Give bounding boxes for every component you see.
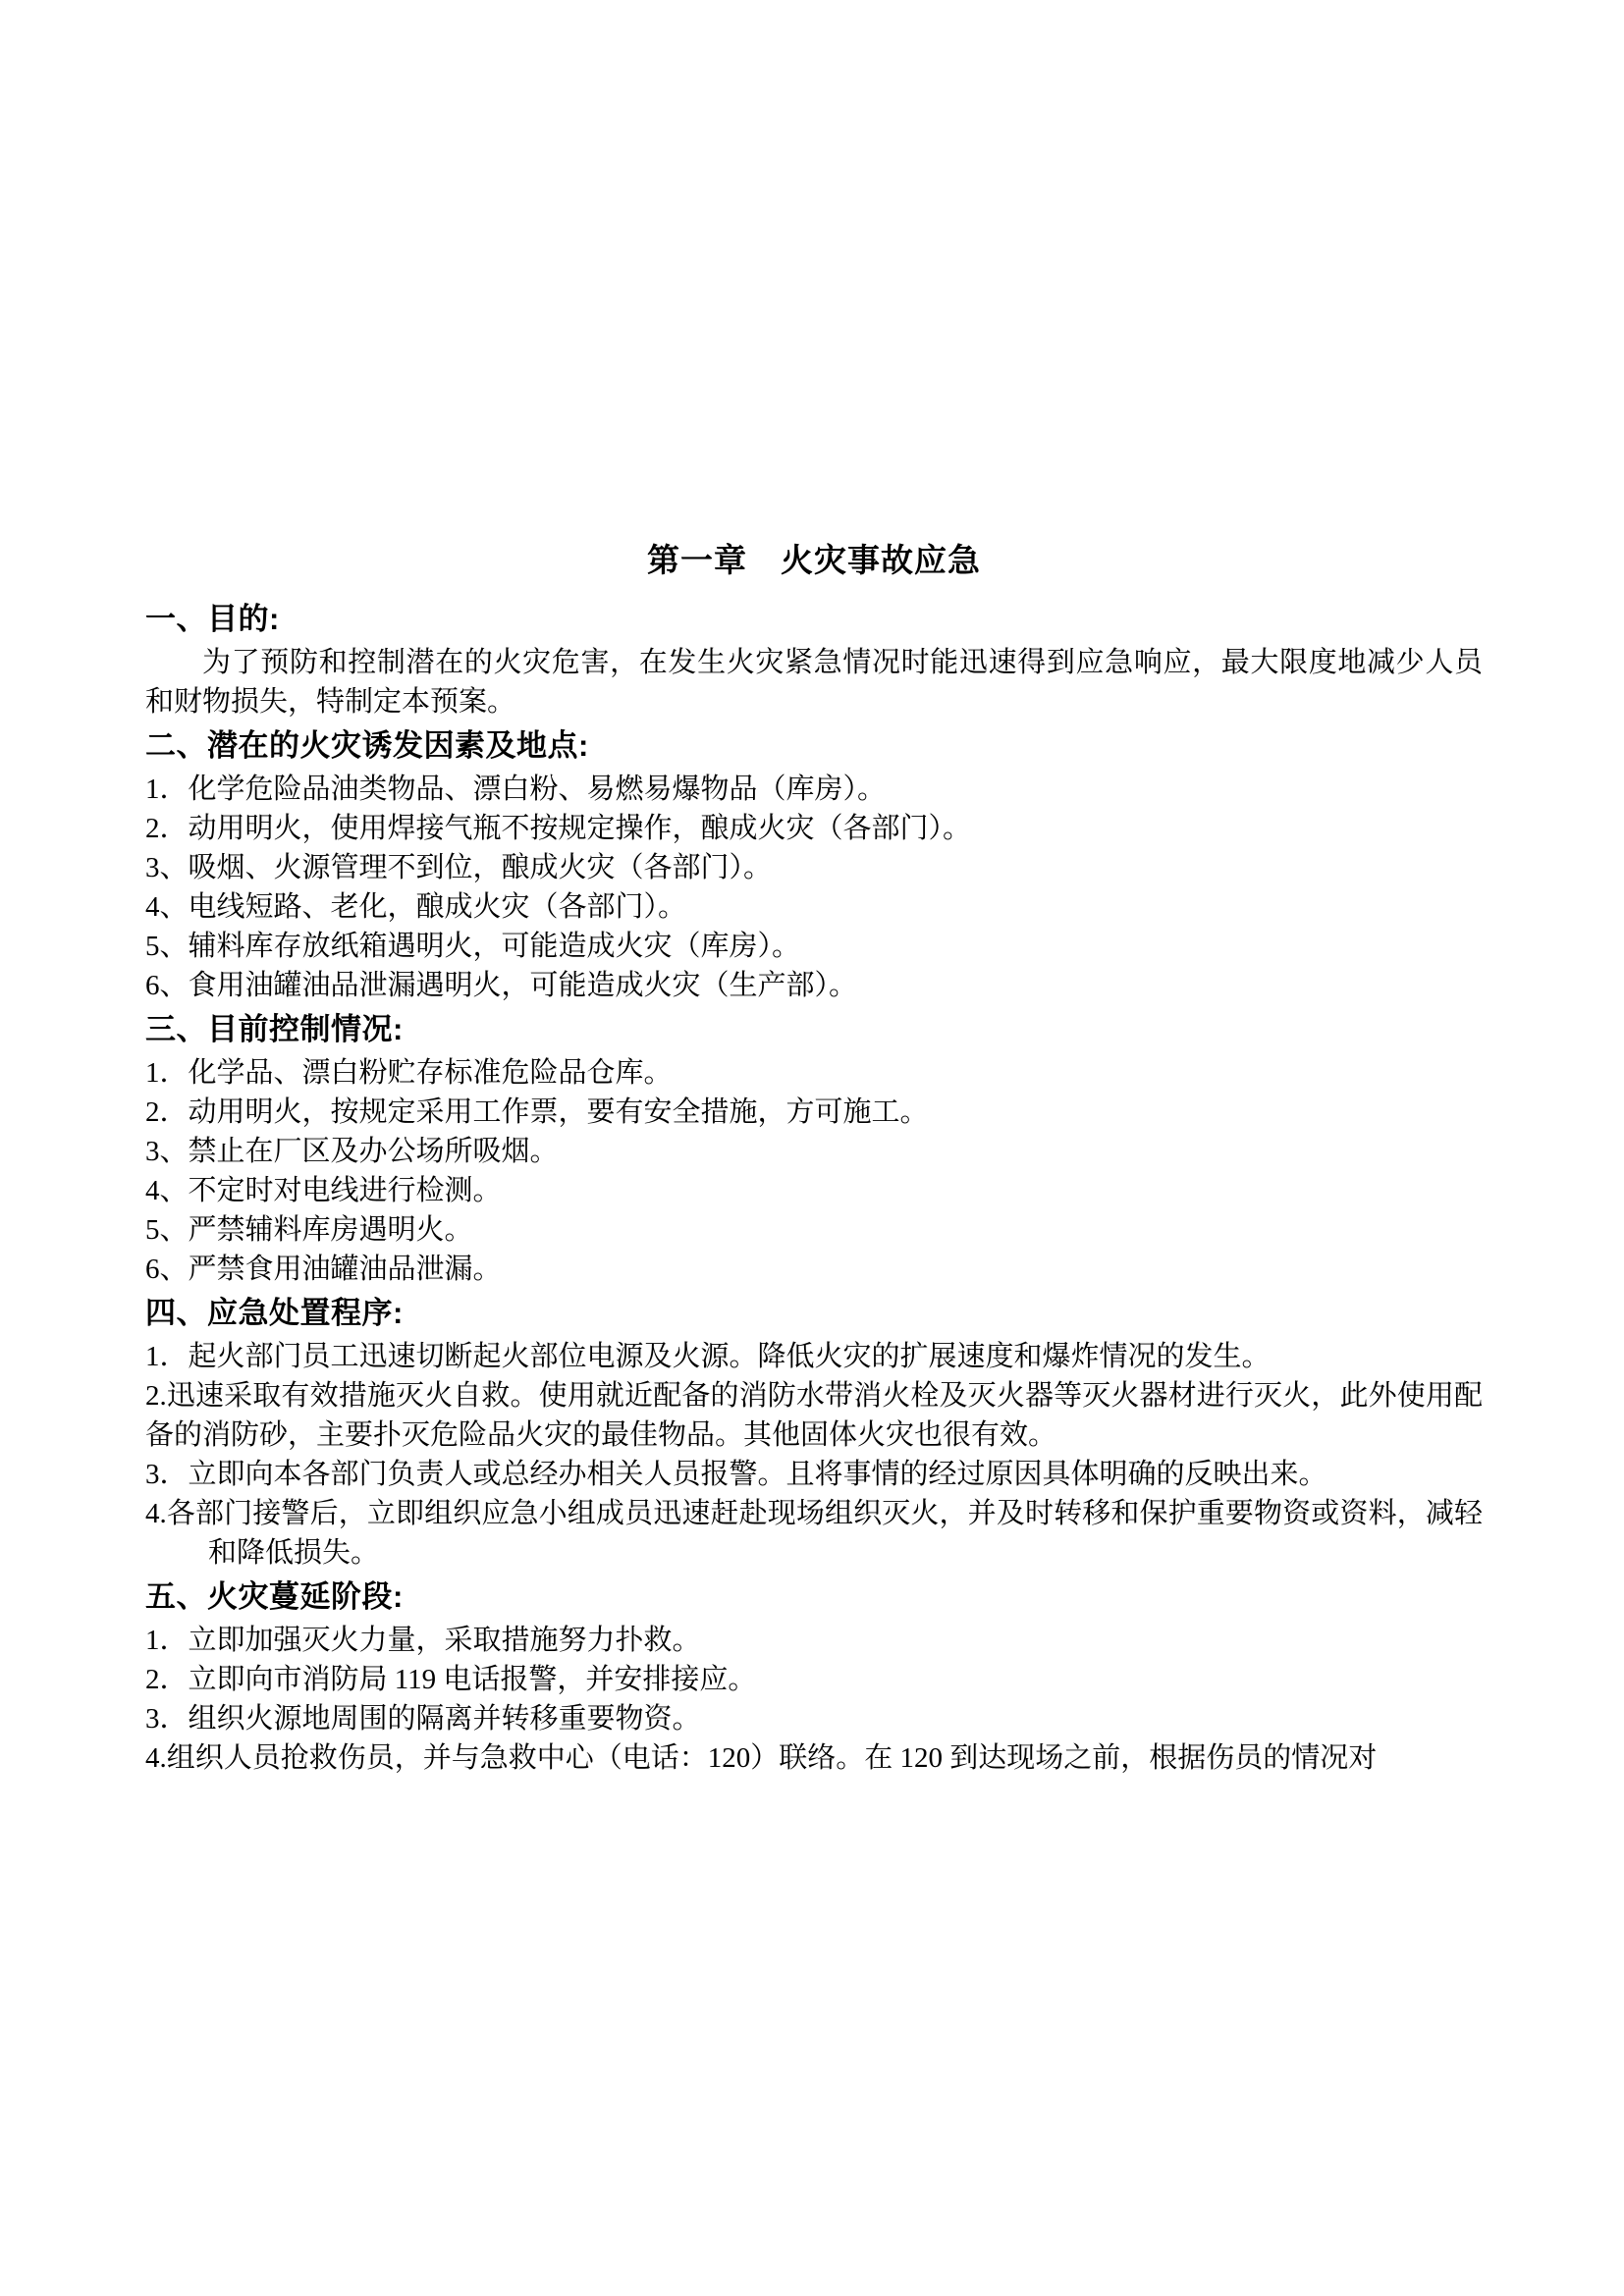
document-section <box>145 1007 1483 1289</box>
list-item: 1．立即加强灭火力量，采取措施努力扑救。 <box>145 1625 701 1656</box>
list-item: 4.各部门接警后，立即组织应急小组成员迅速赶赴现场组织灭火，并及时转移和保护重要物资或资料，减轻和降低损失。 <box>145 1498 1483 1569</box>
list-item: 4、电线短路、老化，酿成火灾（各部门）。 <box>145 891 687 923</box>
page-title: 第一章 火灾事故应急 <box>647 542 981 578</box>
section-items <box>145 1053 1483 1289</box>
list-item: 5、辅料库存放纸箱遇明火，可能造成火灾（库房）。 <box>145 931 801 962</box>
list-item: 4.组织人员抢救伤员，并与急救中心（电话：120）联络。在 120 到达现场之前，根据伤员的情况对 <box>145 1742 1378 1774</box>
list-item: 6、严禁食用油罐油品泄漏。 <box>145 1254 502 1285</box>
list-item: 3、吸烟、火源管理不到位，酿成火灾（各部门）。 <box>145 852 773 883</box>
section-items <box>145 1337 1483 1573</box>
section-heading: 四、应急处置程序: <box>145 1296 404 1330</box>
document-body <box>145 597 1483 1778</box>
list-item: 1．化学品、漂白粉贮存标准危险品仓库。 <box>145 1057 673 1089</box>
list-item: 2.迅速采取有效措施灭火自救。使用就近配备的消防水带消火栓及灭火器等灭火器材进行灭火，此外使用配备的消防砂，主要扑灭危险品火灾的最佳物品。其他固体火灾也很有效。 <box>145 1380 1483 1451</box>
list-item: 1．起火部门员工迅速切断起火部位电源及火源。降低火灾的扩展速度和爆炸情况的发生。 <box>145 1341 1271 1372</box>
section-heading: 二、潜在的火灾诱发因素及地点: <box>145 728 589 763</box>
list-item: 2．动用明火，按规定采用工作票，要有安全措施，方可施工。 <box>145 1096 929 1128</box>
list-item: 5、严禁辅料库房遇明火。 <box>145 1214 473 1246</box>
section-items <box>145 1621 1483 1778</box>
document-section <box>145 723 1483 1005</box>
section-paragraph: 为了预防和控制潜在的火灾危害，在发生火灾紧急情况时能迅速得到应急响应，最大限度地减少人员和财物损失，特制定本预案。 <box>145 647 1483 718</box>
document-section <box>145 597 1483 721</box>
list-item: 3、禁止在厂区及办公场所吸烟。 <box>145 1136 559 1167</box>
section-heading: 三、目前控制情况: <box>145 1012 404 1046</box>
document-section <box>145 1575 1483 1778</box>
list-item: 2．动用明火，使用焊接气瓶不按规定操作，酿成火灾（各部门）。 <box>145 813 972 844</box>
document-section <box>145 1291 1483 1573</box>
list-item: 1．化学危险品油类物品、漂白粉、易燃易爆物品（库房）。 <box>145 774 887 805</box>
list-item: 6、食用油罐油品泄漏遇明火，可能造成火灾（生产部）。 <box>145 970 858 1001</box>
list-item: 3．立即向本各部门负责人或总经办相关人员报警。且将事情的经过原因具体明确的反映出来。 <box>145 1459 1327 1490</box>
section-heading: 五、火灾蔓延阶段: <box>145 1579 404 1614</box>
list-item: 3．组织火源地周围的隔离并转移重要物资。 <box>145 1703 701 1735</box>
list-item: 4、不定时对电线进行检测。 <box>145 1175 502 1206</box>
list-item: 2．立即向市消防局 119 电话报警，并安排接应。 <box>145 1664 757 1695</box>
section-items <box>145 770 1483 1005</box>
section-heading: 一、目的: <box>145 602 280 636</box>
